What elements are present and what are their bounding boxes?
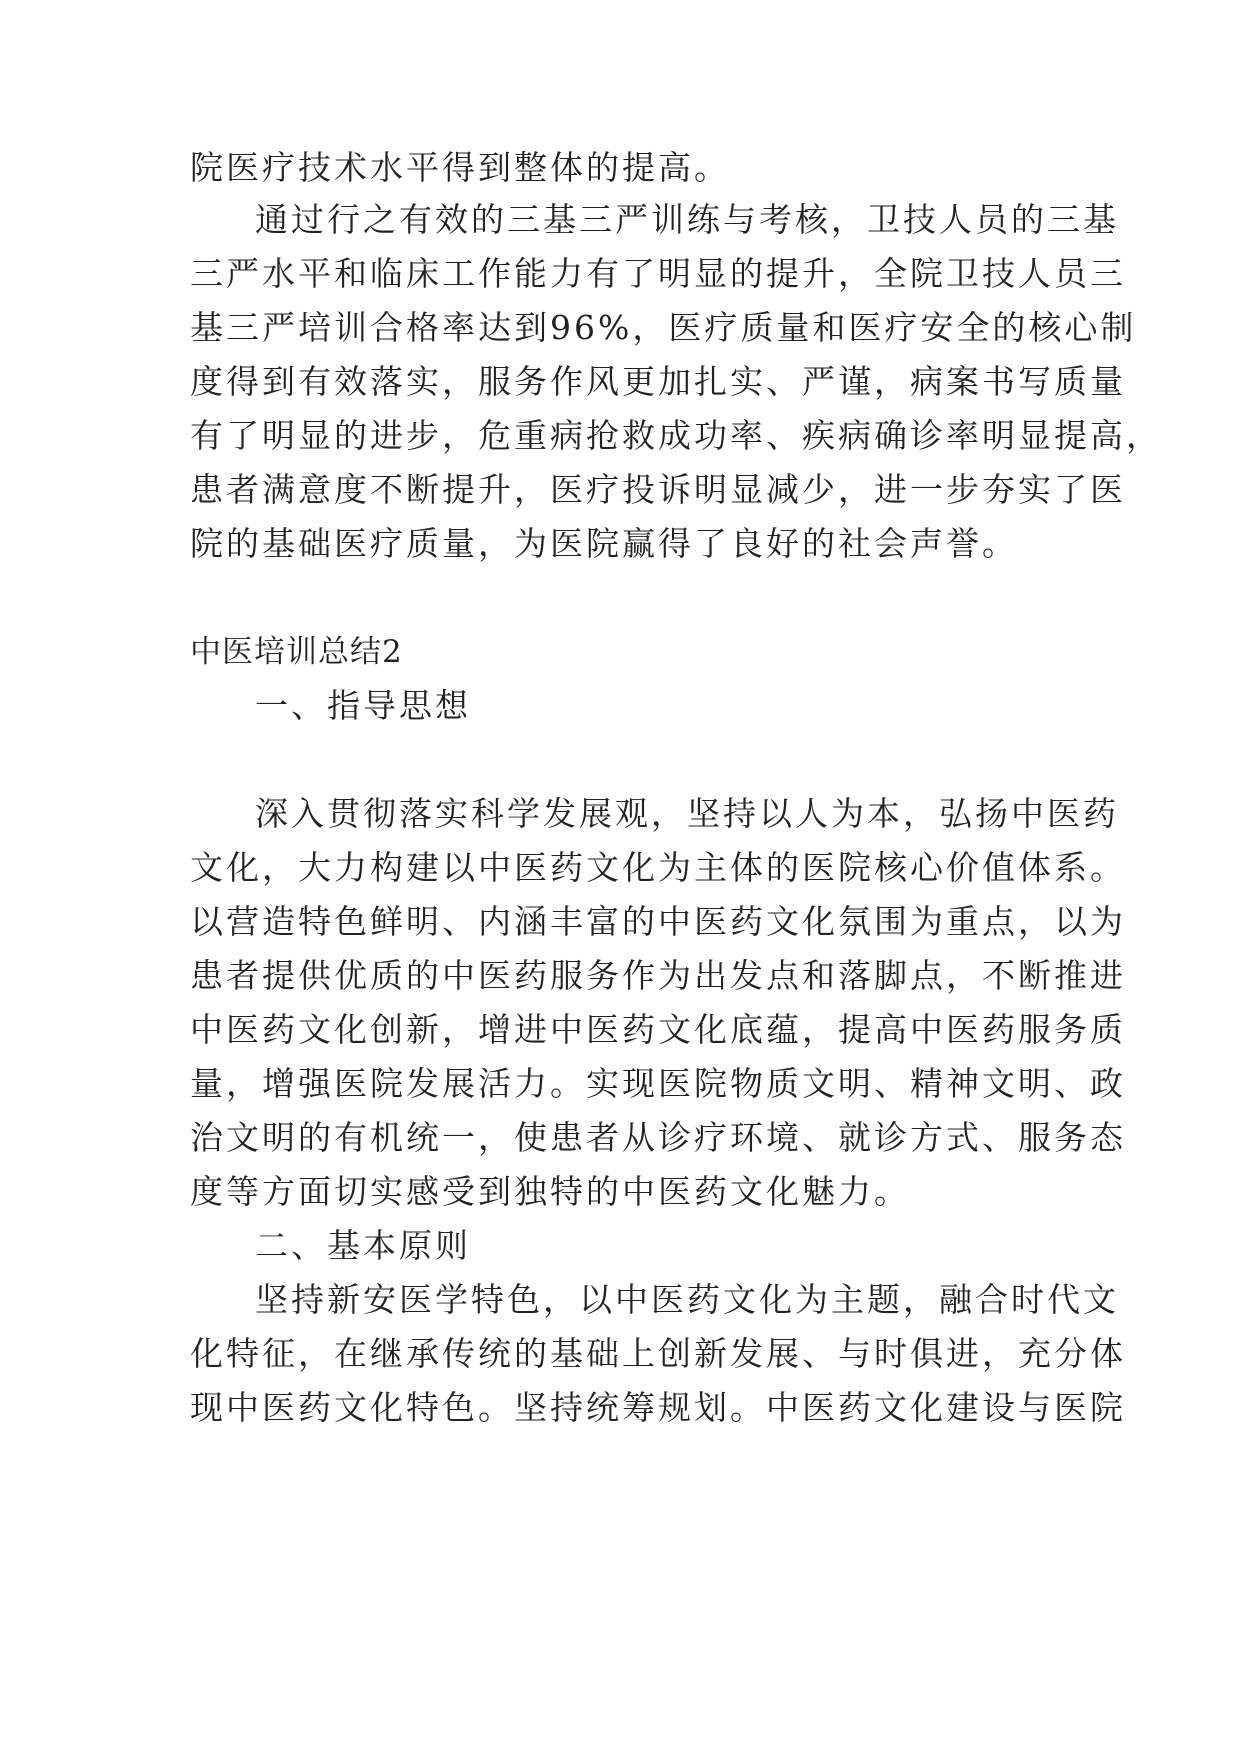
paragraph-line: 院的基础医疗质量，为医院赢得了良好的社会声誉。 bbox=[190, 524, 1018, 563]
paragraph-line: 三严水平和临床工作能力有了明显的提升，全院卫技人员三 bbox=[190, 254, 1126, 293]
paragraph-line: 院医疗技术水平得到整体的提高。 bbox=[190, 148, 730, 187]
paragraph-line: 以营造特色鲜明、内涵丰富的中医药文化氛围为重点，以为 bbox=[190, 902, 1126, 941]
paragraph-line: 患者提供优质的中医药服务作为出发点和落脚点，不断推进 bbox=[190, 956, 1126, 995]
paragraph-line: 中医药文化创新，增进中医药文化底蕴，提高中医药服务质 bbox=[190, 1010, 1126, 1049]
paragraph-line: 化特征，在继承传统的基础上创新发展、与时俱进，充分体 bbox=[190, 1334, 1126, 1373]
section-title: 中医培训总结2 bbox=[190, 634, 403, 670]
section-heading: 一、指导思想 bbox=[255, 686, 471, 725]
paragraph-line: 度得到有效落实，服务作风更加扎实、严谨，病案书写质量 bbox=[190, 362, 1126, 401]
paragraph-line: 患者满意度不断提升，医疗投诉明显减少，进一步夯实了医 bbox=[190, 470, 1126, 509]
paragraph-line: 量，增强医院发展活力。实现医院物质文明、精神文明、政 bbox=[190, 1064, 1126, 1103]
section-heading: 二、基本原则 bbox=[255, 1226, 471, 1265]
paragraph-line: 基三严培训合格率达到96%，医疗质量和医疗安全的核心制 bbox=[190, 308, 1137, 347]
paragraph-line: 通过行之有效的三基三严训练与考核，卫技人员的三基 bbox=[255, 200, 1119, 239]
paragraph-line: 治文明的有机统一，使患者从诊疗环境、就诊方式、服务态 bbox=[190, 1118, 1126, 1157]
paragraph-line: 有了明显的进步，危重病抢救成功率、疾病确诊率明显提高， bbox=[190, 416, 1162, 455]
paragraph-line: 深入贯彻落实科学发展观，坚持以人为本，弘扬中医药 bbox=[255, 794, 1119, 833]
paragraph-line: 度等方面切实感受到独特的中医药文化魅力。 bbox=[190, 1172, 910, 1211]
paragraph-line: 现中医药文化特色。坚持统筹规划。中医药文化建设与医院 bbox=[190, 1388, 1126, 1427]
paragraph-line: 文化，大力构建以中医药文化为主体的医院核心价值体系。 bbox=[190, 848, 1126, 887]
paragraph-line: 坚持新安医学特色，以中医药文化为主题，融合时代文 bbox=[255, 1280, 1119, 1319]
